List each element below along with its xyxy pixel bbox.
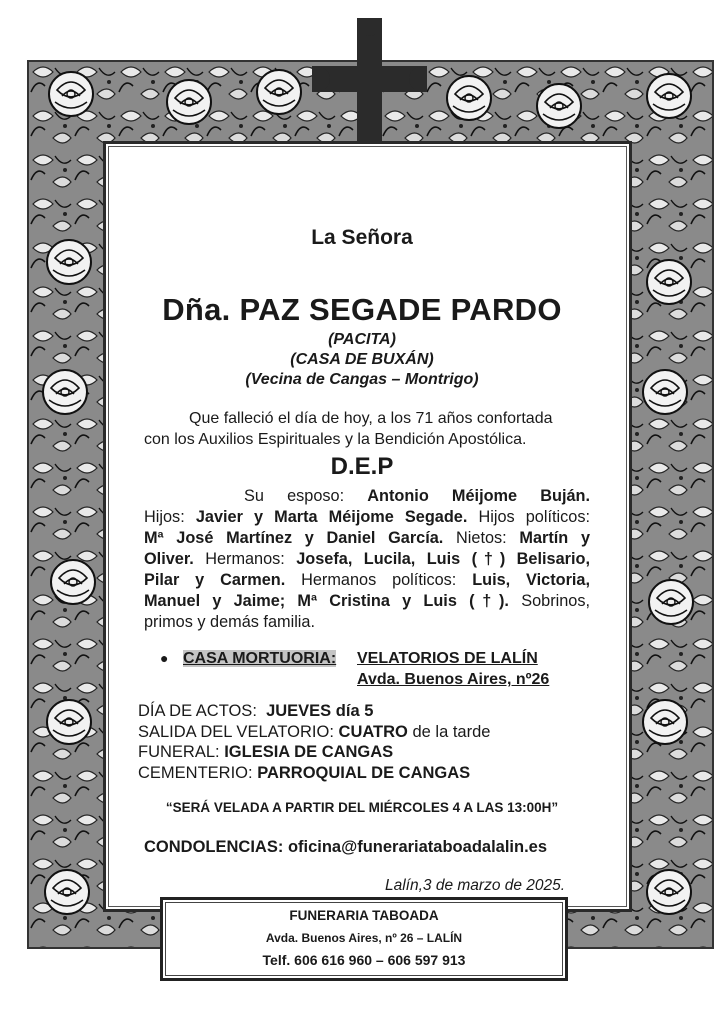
in-law-names: Mª José Martínez y Daniel García.: [144, 529, 444, 547]
date-line: Lalín,3 de marzo de 2025.: [385, 877, 566, 894]
family-line: [144, 591, 590, 612]
bullet-icon: ●: [160, 650, 169, 666]
grandchildren-names: Oliver.: [144, 550, 194, 568]
acts-block: [138, 701, 490, 783]
funeral-home-box: [160, 897, 568, 981]
residence: (Vecina de Cangas – Montrigo): [245, 371, 479, 388]
siblings-names: Josefa, Lucila, Luis (†) Belisario,: [296, 550, 590, 568]
acts-label: DÍA DE ACTOS:: [138, 702, 257, 720]
deceased-name: Dña. PAZ SEGADE PARDO: [162, 292, 562, 327]
acts-line: [138, 742, 490, 763]
condolences-email[interactable]: oficina@funerariataboadalalin.es: [287, 838, 548, 856]
family-label: Hijos políticos:: [478, 508, 591, 526]
family-block: [144, 486, 590, 633]
spouse-name: Antonio Méijome Buján.: [367, 487, 590, 505]
acts-label: FUNERAL:: [138, 743, 220, 761]
family-label: Su esposo:: [244, 487, 345, 505]
company-address: Avda. Buenos Aires, nº 26 – LALÍN: [265, 931, 463, 945]
acts-label: CEMENTERIO:: [138, 763, 253, 782]
company-name: FUNERARIA TABOADA: [289, 908, 439, 923]
family-label: Sobrinos,: [521, 592, 591, 610]
casa-label-text: CASA MORTUORIA:: [183, 650, 337, 667]
family-line: [144, 507, 590, 528]
family-label: Hermanos:: [205, 550, 285, 568]
nickname: (PACITA): [328, 331, 396, 348]
dep-heading: D.E.P: [330, 453, 394, 480]
family-label: primos y demás familia.: [144, 613, 316, 631]
casa-address: Avda. Buenos Aires, nº26: [357, 671, 550, 688]
family-line: [144, 528, 590, 549]
company-phone[interactable]: Telf. 606 616 960 – 606 597 913: [262, 952, 466, 968]
acts-value: JUEVES día 5: [266, 702, 374, 720]
family-label: Hijos:: [144, 508, 185, 526]
family-label: Hermanos políticos:: [301, 571, 457, 589]
siblings-names: Pilar y Carmen.: [144, 571, 286, 589]
acts-value: PARROQUIAL DE CANGAS: [257, 763, 471, 782]
death-line-2: con los Auxilios Espirituales y la Bendición Apostólica.: [144, 431, 527, 448]
acts-label: SALIDA DEL VELATORIO:: [138, 722, 334, 741]
acts-line: [138, 763, 490, 784]
house-name: (CASA DE BUXÁN): [290, 351, 434, 368]
family-line: [144, 612, 590, 633]
intro-heading: La Señora: [311, 226, 413, 249]
condolences-line: [144, 838, 547, 857]
family-line: [144, 486, 590, 507]
death-line-1: Que falleció el día de hoy, a los 71 años confortada: [189, 410, 553, 427]
children-names: Javier y Marta Méijome Segade.: [195, 508, 468, 526]
family-line: [144, 570, 590, 591]
acts-line: [138, 701, 490, 722]
grandchildren-names: Martín y: [519, 529, 590, 547]
vigil-notice: “SERÁ VELADA A PARTIR DEL MIÉRCOLES 4 A LAS 13:00H”: [165, 800, 559, 815]
casa-place: VELATORIOS DE LALÍN: [357, 650, 538, 667]
acts-line: [138, 722, 490, 743]
casa-label: [183, 650, 336, 668]
siblings-in-law-names: Manuel y Jaime; Mª Cristina y Luis (†).: [144, 592, 509, 610]
condolences-label: CONDOLENCIAS:: [144, 838, 284, 856]
acts-label: de la tarde: [412, 722, 491, 741]
acts-value: IGLESIA DE CANGAS: [224, 743, 394, 761]
acts-value: CUATRO: [338, 722, 408, 741]
siblings-in-law-names: Luis, Victoria,: [472, 571, 591, 589]
family-line: [144, 549, 590, 570]
family-label: Nietos:: [456, 529, 507, 547]
